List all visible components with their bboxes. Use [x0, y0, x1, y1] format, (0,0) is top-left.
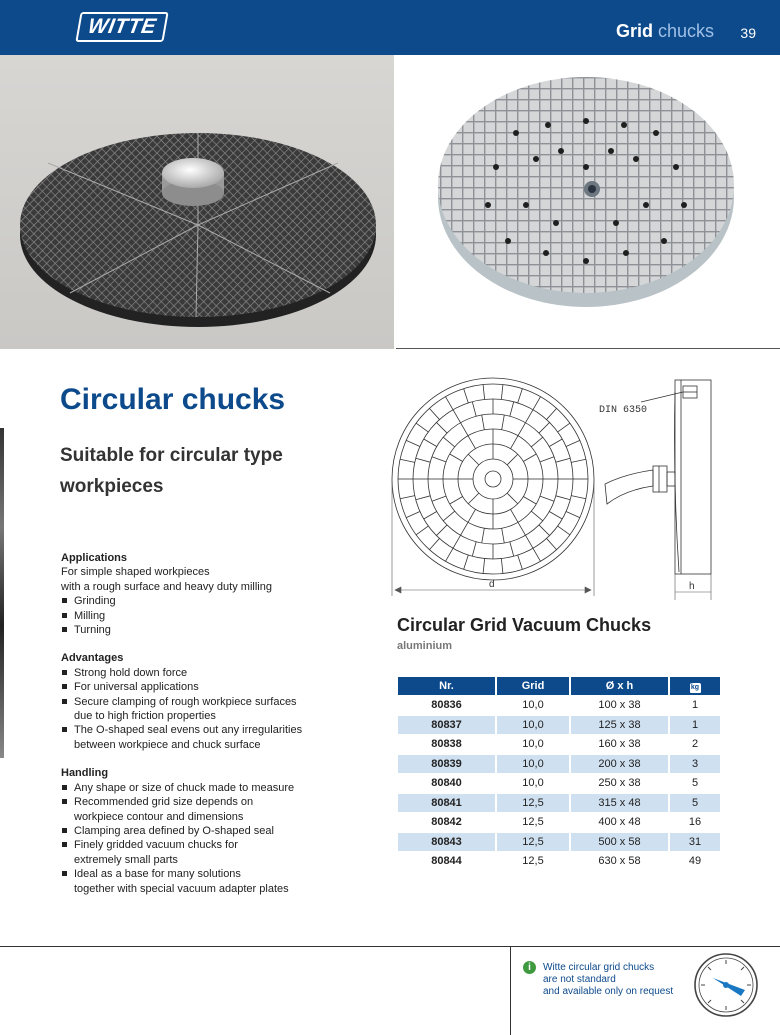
table-row [398, 852, 720, 871]
col-header-nr: Nr. [398, 677, 495, 695]
cell-size: 100 x 38 [598, 699, 641, 712]
weight-icon: kg [690, 683, 700, 691]
technical-drawing [383, 372, 723, 612]
grid-chuck-photo [396, 55, 780, 348]
cell-size: 500 x 58 [571, 833, 668, 852]
table-row [398, 833, 720, 852]
dimension-h-label: h [689, 581, 695, 592]
cell-nr: 80838 [431, 738, 462, 751]
list-item: The O-shaped seal evens out any irregularities between workpiece and chuck surface [61, 723, 361, 752]
footer-note [543, 962, 703, 998]
cell-grid: 10,0 [522, 699, 544, 712]
feature-text [61, 551, 361, 910]
cell-weight: 1 [691, 699, 699, 712]
list-item: For universal applications [61, 680, 361, 694]
cell-weight: 31 [670, 833, 720, 852]
list-item: Any shape or size of chuck made to measure [61, 781, 361, 795]
applications-section [61, 551, 361, 637]
applications-intro: with a rough surface and heavy duty milling [61, 580, 272, 593]
table-title: Circular Grid Vacuum Chucks [397, 615, 652, 635]
cell-grid: 12,5 [522, 816, 544, 829]
table-row [398, 774, 720, 793]
gauge-icon [693, 952, 759, 1018]
list-item: Secure clamping of rough workpiece surfaces due to high friction properties [61, 695, 361, 724]
logo-text: WITTE [86, 15, 159, 38]
footer-note-line: and available only on request [543, 986, 674, 997]
footer-note-line: Witte circular grid chucks [543, 962, 655, 973]
list-item: Ideal as a base for many solutions together with special vacuum adapter plates [61, 867, 361, 896]
table-row [398, 735, 720, 754]
section-title [616, 21, 714, 42]
footer-note-line: are not standard [543, 974, 616, 985]
cell-nr: 80840 [431, 777, 462, 790]
info-icon: i [523, 961, 536, 974]
table-row [398, 696, 720, 715]
table-row [398, 813, 720, 832]
cell-size: 630 x 58 [598, 855, 641, 868]
list-item: Recommended grid size depends on workpiece contour and dimensions [61, 795, 361, 824]
section-title-bold: Grid [615, 21, 653, 41]
cell-size: 250 x 38 [598, 777, 641, 790]
cell-weight: 49 [688, 855, 702, 868]
product-table [396, 676, 722, 872]
table-material: aluminium [397, 640, 453, 652]
list-item: Grinding [61, 594, 361, 608]
cell-weight: 1 [670, 716, 720, 735]
photo-divider [396, 348, 780, 349]
advantages-section [61, 651, 361, 752]
cell-size: 315 x 48 [571, 794, 668, 813]
table-row [398, 794, 720, 813]
cell-grid: 12,5 [522, 855, 544, 868]
cell-nr: 80839 [398, 755, 495, 774]
cell-size: 200 x 38 [571, 755, 668, 774]
applications-intro: For simple shaped workpieces [61, 566, 210, 579]
cell-size: 400 x 48 [598, 816, 641, 829]
handling-section [61, 766, 361, 896]
list-item: Clamping area defined by O-shaped seal [61, 824, 361, 838]
list-item: Strong hold down force [61, 666, 361, 680]
cell-size: 125 x 38 [571, 716, 668, 735]
cell-size: 160 x 38 [598, 738, 641, 751]
cell-nr: 80837 [398, 716, 495, 735]
col-header-grid: Grid [497, 677, 569, 695]
cell-grid: 10,0 [522, 738, 544, 751]
cell-grid: 10,0 [497, 716, 569, 735]
cell-weight: 16 [688, 816, 702, 829]
cell-weight: 3 [670, 755, 720, 774]
advantages-heading: Advantages [61, 652, 124, 665]
cell-nr: 80841 [398, 794, 495, 813]
col-header-weight [670, 677, 720, 695]
page-subtitle: Suitable for circular type workpieces [60, 445, 283, 497]
cell-weight: 5 [670, 794, 720, 813]
din-label: DIN 6350 [599, 405, 648, 416]
cell-grid: 10,0 [497, 755, 569, 774]
cell-grid: 12,5 [497, 794, 569, 813]
cell-weight: 2 [691, 738, 699, 751]
page-header [0, 0, 780, 55]
circular-chuck-photo [0, 55, 394, 349]
handling-heading: Handling [61, 767, 109, 780]
side-image-strip [0, 428, 4, 758]
table-header-row [398, 677, 720, 695]
page-number: 39 [740, 25, 756, 41]
applications-heading: Applications [61, 552, 128, 564]
col-header-size: Ø x h [571, 677, 668, 695]
cell-weight: 5 [691, 777, 699, 790]
page-title: Circular chucks [60, 383, 286, 416]
table-row [398, 716, 720, 735]
list-item: Milling [61, 609, 361, 623]
cell-nr: 80844 [431, 855, 462, 868]
cell-nr: 80836 [431, 699, 462, 712]
footer-divider [0, 946, 780, 947]
table-row [398, 755, 720, 774]
list-item: Finely gridded vacuum chucks for extremely small parts [61, 838, 361, 867]
cell-grid: 12,5 [497, 833, 569, 852]
dimension-d-label: d [489, 579, 495, 590]
cell-grid: 10,0 [522, 777, 544, 790]
footer-vertical-divider [510, 946, 511, 1035]
witte-logo [75, 12, 168, 42]
list-item: Turning [61, 623, 361, 637]
section-title-light: chucks [657, 21, 714, 41]
cell-nr: 80843 [398, 833, 495, 852]
cell-nr: 80842 [431, 816, 462, 829]
